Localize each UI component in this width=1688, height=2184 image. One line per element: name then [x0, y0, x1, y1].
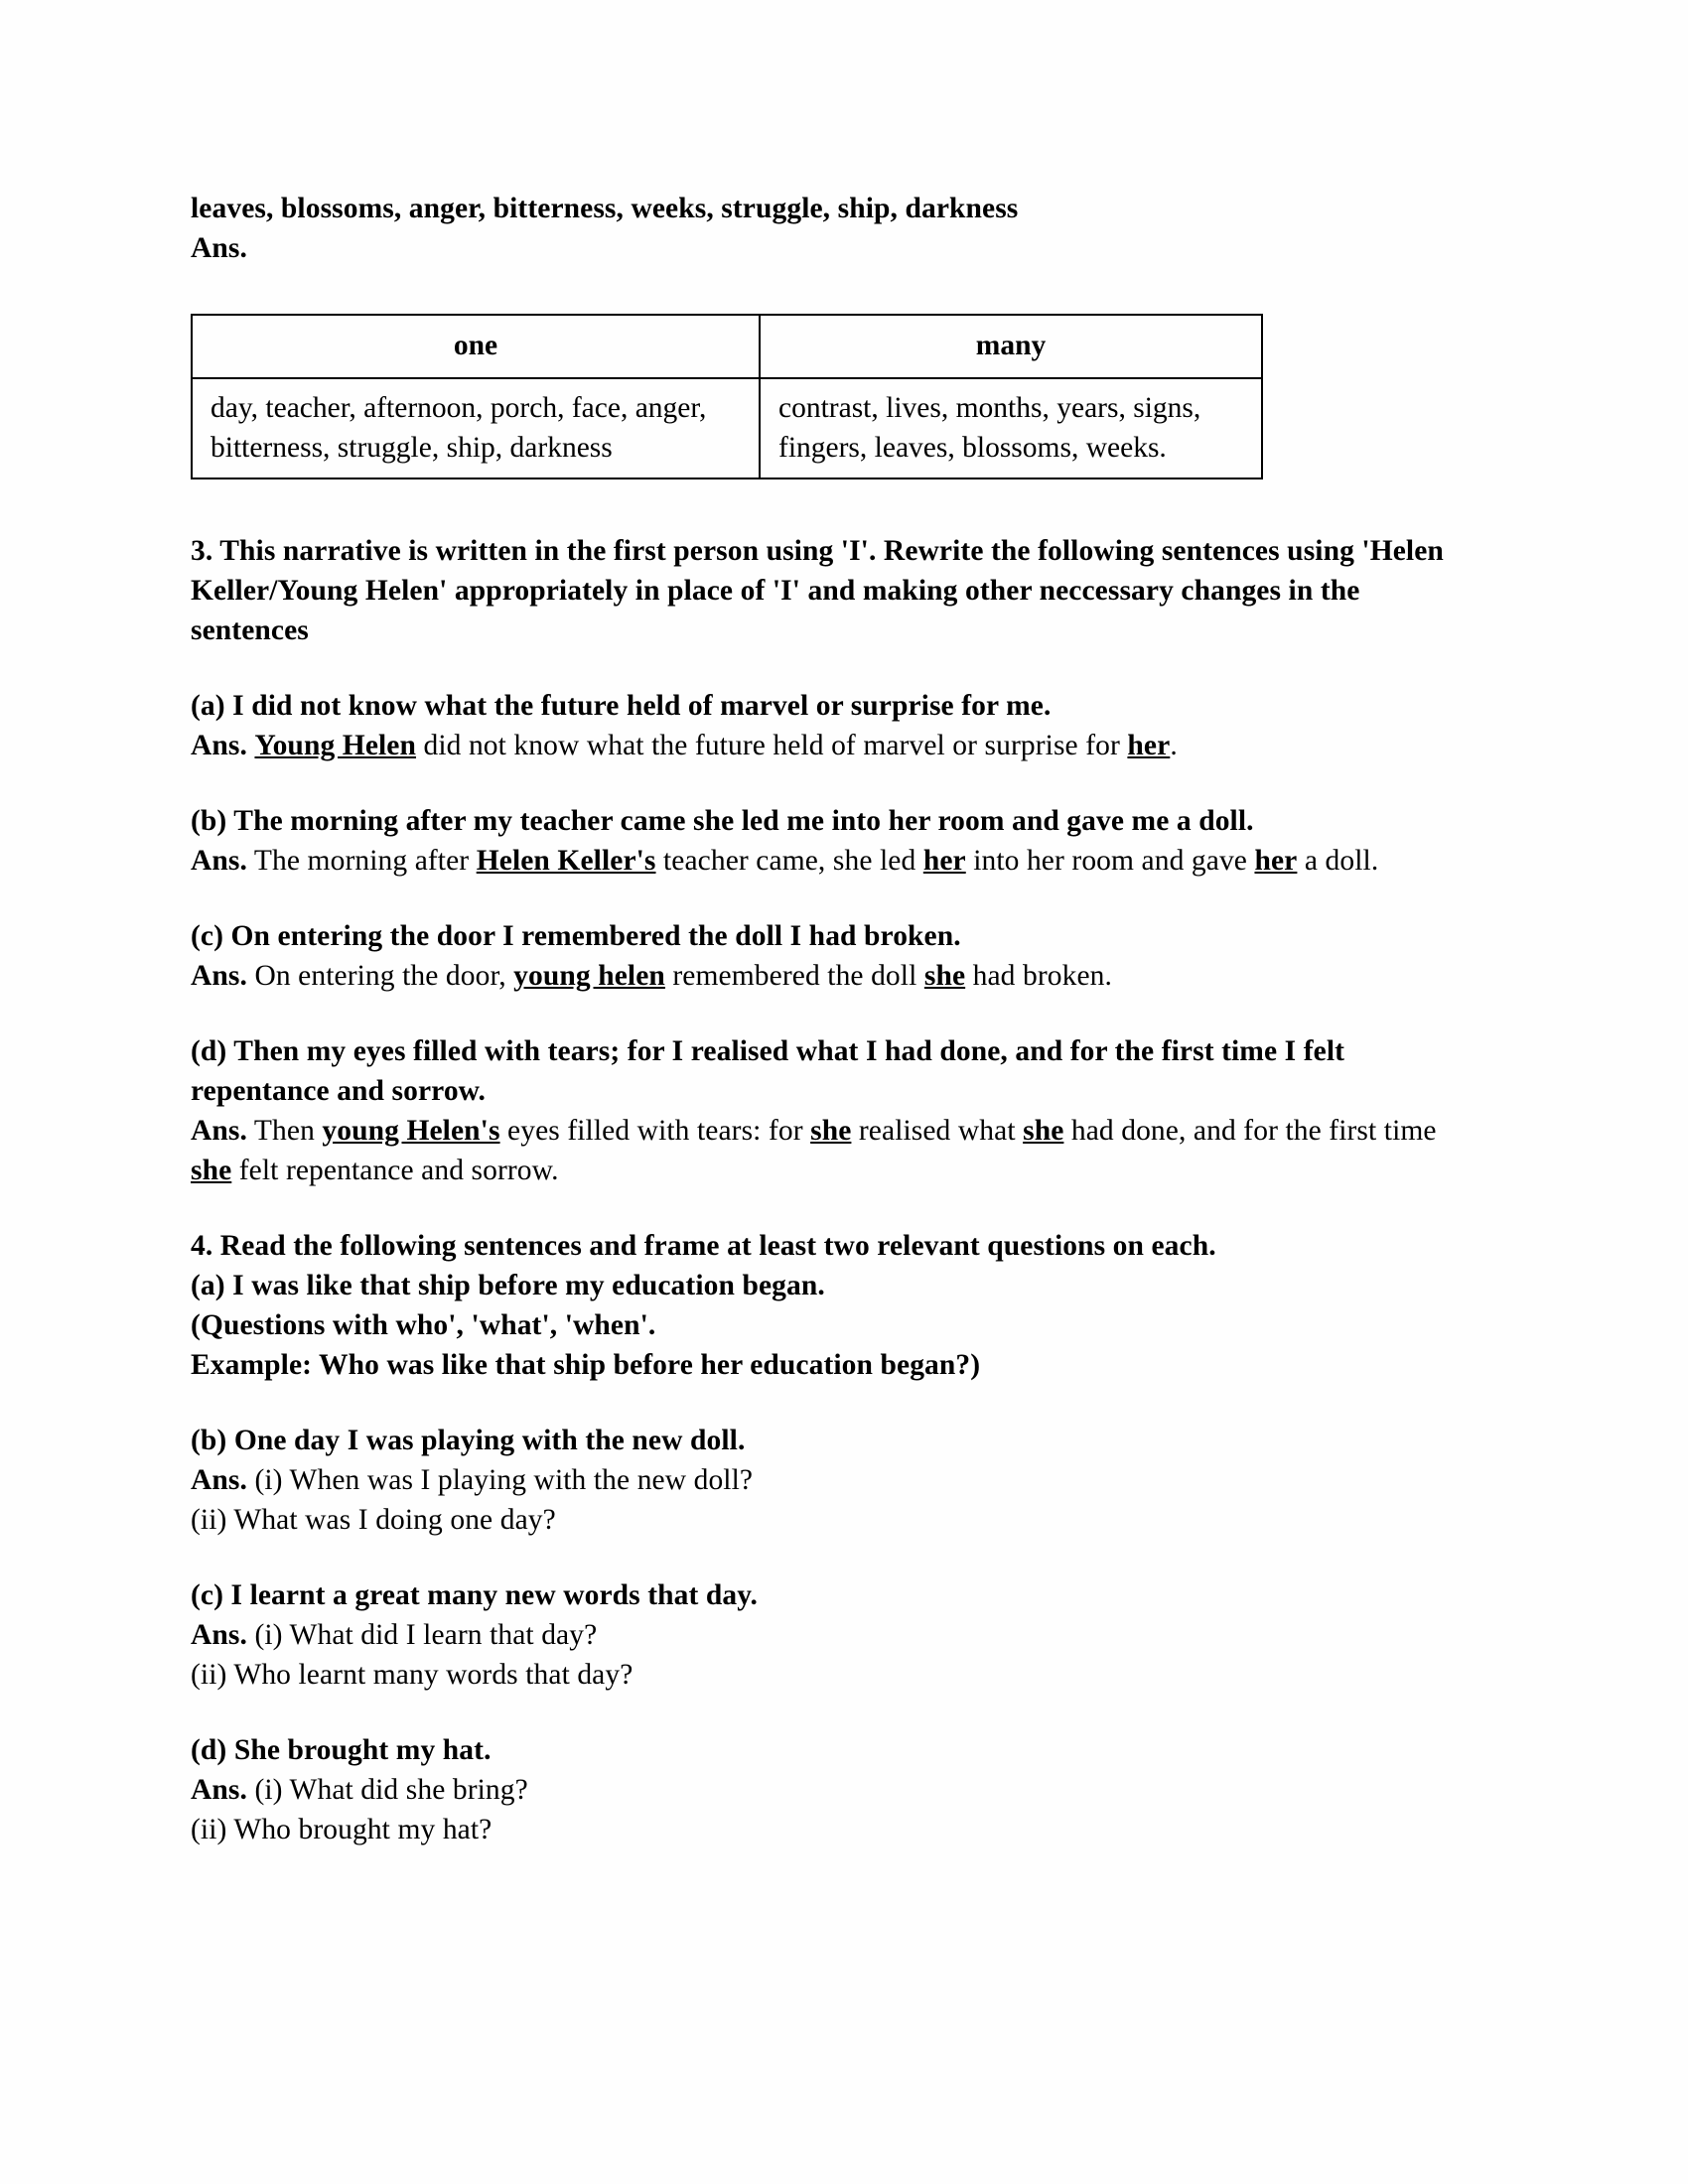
- answer-fragment: realised what: [851, 1115, 1024, 1147]
- answer-fragment: teacher came, she led: [655, 845, 923, 877]
- answer-fragment: On entering the door,: [246, 960, 514, 992]
- answer-fragment: had broken.: [965, 960, 1112, 992]
- question-4-answer-d-ii: (ii) Who brought my hat?: [191, 1814, 492, 1845]
- question-3-item-b: [191, 801, 1481, 881]
- answer-fragment: into her room and gave: [965, 845, 1255, 877]
- question-4-answer-c-i: [191, 1615, 1481, 1655]
- answer-rich-text: [247, 960, 1112, 992]
- answer-fragment: did not know what the future held of marvel or surprise for: [416, 730, 1128, 761]
- question-3-prompt-a: (a) I did not know what the future held of marvel or surprise for me.: [191, 690, 1052, 722]
- answer-fragment: a doll.: [1297, 845, 1379, 877]
- ans-label: Ans.: [191, 1464, 247, 1496]
- emphasised-word: her: [922, 845, 966, 877]
- question-3-answer-d: [191, 1111, 1481, 1190]
- emphasised-word: her: [1254, 845, 1298, 877]
- question-3-prompt-c: (c) On entering the door I remembered the doll I had broken.: [191, 920, 961, 952]
- question-4-prompt-d: (d) She brought my hat.: [191, 1734, 492, 1766]
- table-header-row: [192, 315, 1262, 378]
- question-4-item-d: [191, 1730, 1481, 1849]
- question-3-answer-a: [191, 726, 1481, 765]
- question-4-heading: 4. Read the following sentences and frame at least two relevant questions on each.: [191, 1230, 1216, 1262]
- one-many-table: [191, 314, 1263, 479]
- answer-text: (i) What did she bring?: [246, 1774, 528, 1806]
- table-row: [192, 378, 1262, 478]
- answer-fragment: The morning after: [246, 845, 477, 877]
- question-4-prompt-b: (b) One day I was playing with the new doll.: [191, 1425, 746, 1456]
- question-3-answer-c: [191, 956, 1481, 996]
- question-4-answer-c-ii: (ii) Who learnt many words that day?: [191, 1659, 633, 1691]
- answer-text: (i) What did I learn that day?: [246, 1619, 598, 1651]
- table-cell-one: day, teacher, afternoon, porch, face, anger, bitterness, struggle, ship, darkness: [192, 378, 760, 478]
- answer-fragment: eyes filled with tears: for: [499, 1115, 811, 1147]
- question-4-hint-a: (Questions with who', 'what', 'when'.: [191, 1309, 656, 1341]
- table-header-one: one: [192, 315, 760, 378]
- ans-label: Ans.: [191, 730, 247, 761]
- answer-rich-text: [247, 845, 1378, 877]
- question-3-heading: 3. This narrative is written in the first person using 'I'. Rewrite the following sentences using 'Helen Keller/Young Helen' appropriately in place of 'I' and making other neccessary changes in the sentences: [191, 535, 1444, 646]
- answer-fragment: had done, and for the first time: [1063, 1115, 1437, 1147]
- answer-rich-text: [247, 730, 1178, 761]
- question-4-prompt-c: (c) I learnt a great many new words that day.: [191, 1579, 758, 1611]
- emphasised-word: young Helen's: [322, 1115, 500, 1147]
- emphasised-word: she: [1023, 1115, 1064, 1147]
- answer-fragment: .: [1170, 730, 1178, 761]
- ans-label: Ans.: [191, 1774, 247, 1806]
- emphasised-word: Helen Keller's: [476, 845, 656, 877]
- intro-ans-label: Ans.: [191, 232, 247, 264]
- emphasised-word: she: [923, 960, 966, 992]
- question-4-answer-b-ii: (ii) What was I doing one day?: [191, 1504, 556, 1536]
- question-4-answer-b-i: [191, 1460, 1481, 1500]
- question-4-item-b: [191, 1421, 1481, 1540]
- question-3-prompt-b: (b) The morning after my teacher came she led me into her room and gave me a doll.: [191, 805, 1254, 837]
- question-4-item-c: [191, 1575, 1481, 1695]
- answer-fragment: Then: [246, 1115, 323, 1147]
- ans-label: Ans.: [191, 845, 247, 877]
- emphasised-word: young helen: [513, 960, 665, 992]
- question-3-answer-b: [191, 841, 1481, 881]
- question-3-prompt-d: (d) Then my eyes filled with tears; for I realised what I had done, and for the first time I felt repentance and sorrow.: [191, 1035, 1345, 1107]
- emphasised-word: she: [810, 1115, 852, 1147]
- ans-label: Ans.: [191, 1115, 247, 1147]
- question-3-item-a: [191, 686, 1481, 765]
- question-4-block: [191, 1226, 1481, 1385]
- word-list-line: leaves, blossoms, anger, bitterness, weeks, struggle, ship, darkness: [191, 193, 1019, 224]
- table-header-many: many: [760, 315, 1262, 378]
- document-content: [191, 189, 1481, 1849]
- ans-label: Ans.: [191, 1619, 247, 1651]
- table-cell-many: contrast, lives, months, years, signs, fingers, leaves, blossoms, weeks.: [760, 378, 1262, 478]
- question-4-answer-d-i: [191, 1770, 1481, 1810]
- answer-fragment: remembered the doll: [664, 960, 924, 992]
- emphasised-word: Young Helen: [254, 730, 417, 761]
- question-3-item-c: [191, 916, 1481, 996]
- question-4-prompt-a: (a) I was like that ship before my education began.: [191, 1270, 825, 1301]
- answer-fragment: felt repentance and sorrow.: [231, 1155, 559, 1186]
- question-4-example-a: Example: Who was like that ship before her education began?): [191, 1349, 981, 1381]
- ans-label: Ans.: [191, 960, 247, 992]
- emphasised-word: her: [1127, 730, 1171, 761]
- emphasised-word: she: [191, 1155, 232, 1186]
- answer-rich-text: [191, 1115, 1437, 1186]
- question-3-item-d: [191, 1031, 1481, 1190]
- answer-text: (i) When was I playing with the new doll?: [246, 1464, 754, 1496]
